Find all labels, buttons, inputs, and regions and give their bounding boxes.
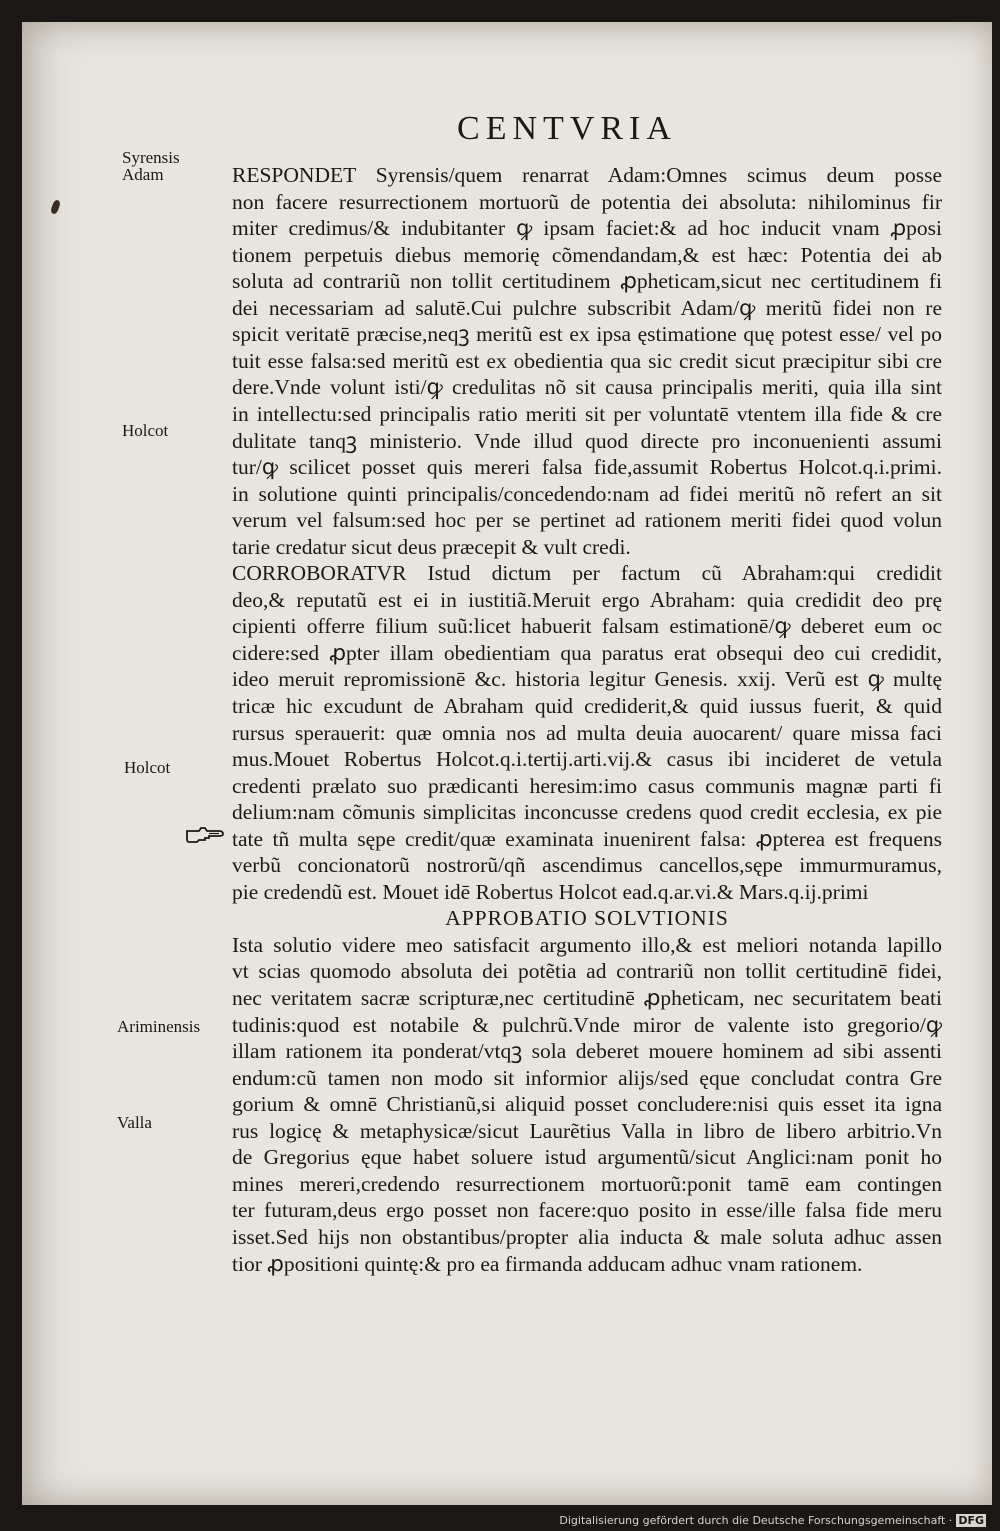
body-line: dulitate tanqꝫ ministerio. Vnde illud quod directe pro inconuenienti assumi <box>232 429 942 453</box>
body-line: tricæ hic excudunt de Abraham quid crediderit,& quid iussus fuerit, & quid <box>232 694 942 718</box>
marginal-note-line: Valla <box>117 1113 152 1132</box>
marginal-note-holcot-1 <box>122 422 168 439</box>
body-line: vt scias quomodo absoluta dei potẽtia ad contrariũ non tollit certitudinē fidei, <box>232 959 942 983</box>
body-line: ter futuram,deus ergo posset non facere:quo posito in esse/ille falsa fide meru <box>232 1198 942 1222</box>
digitization-credit <box>0 1514 1000 1531</box>
body-line: credenti prælato suo prædicanti heresim:imo casus communis magnæ parti fi <box>232 774 942 798</box>
marginal-note-line: Syrensis <box>122 148 180 167</box>
body-line: isset.Sed hijs non obstantibus/propter alia inducta & male soluta adhuc assen <box>232 1225 942 1249</box>
body-line: mus.Mouet Robertus Holcot.q.i.tertij.arti.vij.& casus ibi incideret de vetula <box>232 747 942 771</box>
marginal-note-line: Adam <box>122 165 164 184</box>
marginal-note-valla <box>117 1114 152 1131</box>
body-line: verum vel falsum:sed hoc per se pertinet ad rationem meriti fidei quod volun <box>232 508 942 532</box>
marginal-note-line: Ariminensis <box>117 1017 201 1036</box>
running-head: CENTVRIA <box>457 110 677 147</box>
body-line: tate tñ multa sępe credit/quæ examinata inuenirent falsa: ꝓpterea est frequens <box>232 827 942 851</box>
body-line: ideo meruit repromissionē &c. historia legitur Genesis. xxij. Verũ est ꝙ multę <box>232 667 942 691</box>
marginal-note-holcot-2 <box>124 759 170 776</box>
body-line: soluta ad contrariũ non tollit certitudinem ꝓpheticam,sicut nec certitudinem fi <box>232 269 942 293</box>
body-line: nec veritatem sacræ scripturæ,nec certitudinē ꝓpheticam, nec securitatem beati <box>232 986 942 1010</box>
body-line: endum:cũ tamen non modo sit informior alijs/sed ęque concludat contra Gre <box>232 1066 942 1090</box>
book-page <box>22 22 992 1505</box>
body-line: deo,& reputatũ est ei in iustitiã.Meruit ergo Abraham: quia credidit deo prę <box>232 588 942 612</box>
body-line: rus logicę & metaphysicæ/sicut Laurẽtius Valla in libro de libero arbitrio.Vn <box>232 1119 942 1143</box>
body-line: CORROBORATVR Istud dictum per factum cũ Abraham:qui credidit <box>232 561 942 585</box>
body-line: tuit esse falsa:sed meritũ est ex obedientia qua sic credit sicut præcipitur sibi cre <box>232 349 942 373</box>
body-line: pie credendũ est. Mouet idē Robertus Holcot ead.q.ar.vi.& Mars.q.ij.primi <box>232 880 869 904</box>
body-line: RESPONDET Syrensis/quem renarrat Adam:Omnes scimus deum posse <box>232 163 942 187</box>
section-heading: APPROBATIO SOLVTIONIS <box>445 906 729 930</box>
body-line: in solutione quinti principalis/concedendo:nam ad fidei meritũ nõ refert an sit <box>232 482 942 506</box>
body-line: de Gregorius ęque habet soluere istud argumentũ/sicut Anglici:nam ponit ho <box>232 1145 942 1169</box>
body-line: illam rationem ita ponderat/vtqꝫ sola deberet mouere hominem ad sibi assenti <box>232 1039 942 1063</box>
body-line: tarie credatur sicut deus præcepit & vult credi. <box>232 535 631 559</box>
body-line: gorium & omnē Christianũ,si aliquid posset concludere:nisi quis esset ita igna <box>232 1092 942 1116</box>
body-line: cidere:sed ꝓpter illam obedientiam qua paratus erat obsequi deo cui credidit, <box>232 641 942 665</box>
body-line: tudinis:quod est notabile & pulchrũ.Vnde miror de valente isto gregorio/ꝙ <box>232 1013 942 1037</box>
body-line: delium:nam cõmunis simplicitas inconcusse credens quod credit ecclesia, ex pie <box>232 800 942 824</box>
marginal-note-line: Holcot <box>122 421 169 440</box>
pointing-hand-icon <box>185 825 225 845</box>
body-line: miter credimus/& indubitanter ꝙ ipsam faciet:& ad hoc inducit vnam ꝓposi <box>232 216 942 240</box>
credit-text: Digitalisierung gefördert durch die Deutsche Forschungsgemeinschaft · <box>559 1514 953 1527</box>
body-line: Ista solutio videre meo satisfacit argumento illo,& est meliori notanda lapillo <box>232 933 942 957</box>
marginal-note-line: Holcot <box>124 758 171 777</box>
body-line: non facere resurrectionem mortuorũ de potentia dei absoluta: nihilominus fir <box>232 190 942 214</box>
body-line: tior ꝓpositioni quintę:& pro ea firmanda adducam adhuc vnam rationem. <box>232 1252 863 1276</box>
body-line: dei necessariam ad salutē.Cui pulchre subscribit Adam/ꝙ meritũ fidei non re <box>232 296 942 320</box>
body-line: in intellectu:sed principalis ratio meriti sit per voluntatē vtentem illa fide & cre <box>232 402 942 426</box>
body-line: tionem perpetuis diebus memorię cõmendandam,& est hæc: Potentia dei ab <box>232 243 942 267</box>
body-line: verbũ concionatorũ nostrorũ/qñ ascendimus cancellos,sępe immurmuramus, <box>232 853 942 877</box>
marginal-note-ariminensis <box>117 1018 200 1035</box>
dfg-logo: DFG <box>958 1514 984 1527</box>
body-line: spicit veritatē præcise,neqꝫ meritũ est ex ipsa ęstimatione quę potest esse/ vel po <box>232 322 942 346</box>
body-line: mines mereri,credendo resurrectionem mortuorũ:ponit tamē eam contingen <box>232 1172 942 1196</box>
body-line: tur/ꝙ scilicet posset quis mereri falsa fide,assumit Robertus Holcot.q.i.primi. <box>232 455 942 479</box>
body-line: dere.Vnde volunt isti/ꝙ credulitas nõ sit causa principalis meriti, quia illa sint <box>232 375 942 399</box>
body-line: rursus sperauerit: quæ omnia nos ad multa deuia auocarent/ quare missa faci <box>232 721 942 745</box>
body-line: cipienti offerre filium suũ:licet habuerit falsam estimationē/ꝙ deberet eum oc <box>232 614 942 638</box>
ink-speck <box>50 199 61 215</box>
marginal-note-syrensis-adam <box>122 149 180 183</box>
